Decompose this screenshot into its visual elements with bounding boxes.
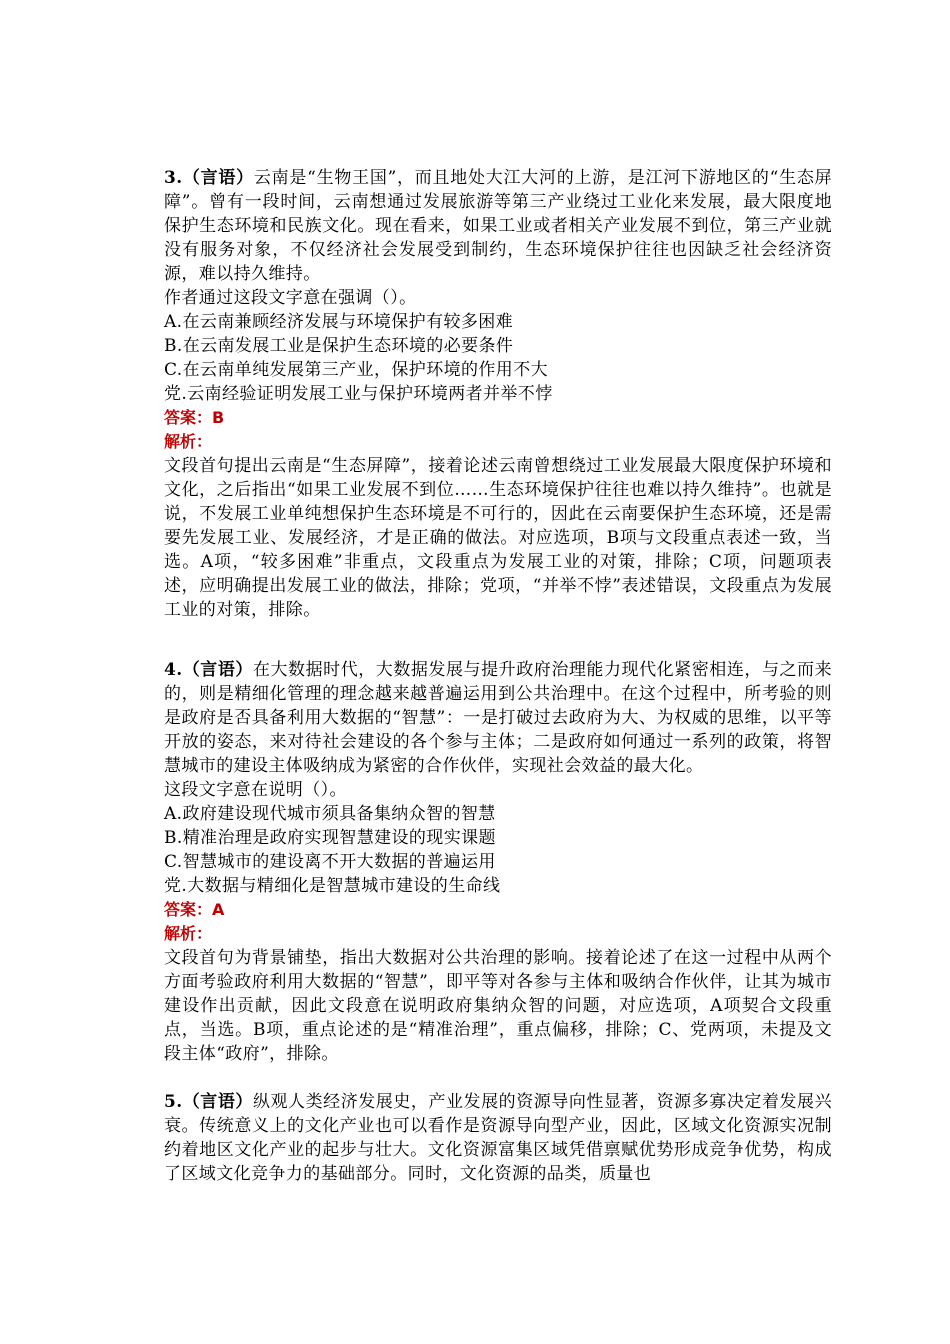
option-d: 党.大数据与精细化是智慧城市建设的生命线 [164, 876, 501, 896]
question-prompt: 这段文字意在说明（）。 [164, 780, 347, 800]
option-b: B.在云南发展工业是保护生态环境的必要条件 [164, 336, 514, 356]
question-tag: （言语） [182, 660, 253, 680]
option-a: A.政府建设现代城市须具备集纳众智的智慧 [164, 804, 496, 824]
answer-label: 答案：B [164, 408, 225, 427]
question-number: 3. [164, 168, 183, 188]
question-stem [164, 166, 832, 286]
document-content [164, 166, 832, 1186]
question-tag: （言语） [182, 168, 254, 188]
question-tag: （言语） [182, 1092, 253, 1112]
answer-label: 答案：A [164, 900, 225, 919]
question-4 [164, 658, 832, 1066]
analysis-label: 解析： [164, 924, 213, 943]
question-prompt: 作者通过这段文字意在强调（）。 [164, 288, 417, 308]
analysis-text: 文段首句提出云南是“生态屏障”，接着论述云南曾想绕过工业发展最大限度保护环境和文化，之后指出“如果工业发展不到位……生态环境保护往往也难以持久维持”。也就是说，不发展工业单纯想保护生态环境是不可行的，因此在云南要保护生态环境，还是需要先发展工业、发展经济，才是正确的做法。对应选项，B项与文段重点表述一致，当选。A项，“较多困难”非重点，文段重点为发展工业的对策，排除；C项，问题项表述，应明确提出发展工业的做法，排除；党项，“并举不悖”表述错误，文段重点为发展工业的对策，排除。 [164, 456, 832, 620]
option-c: C.智慧城市的建设离不开大数据的普遍运用 [164, 852, 496, 872]
question-number: 4. [164, 660, 183, 680]
question-text: 云南是“生物王国”，而且地处大江大河的上游，是江河下游地区的“生态屏障”。曾有一段时间，云南想通过发展旅游等第三产业绕过工业化来发展，最大限度地保护生态环境和民族文化。现在看来，如果工业或者相关产业发展不到位，第三产业就没有服务对象，不仅经济社会发展受到制约，生态环境保护往往也因缺乏社会经济资源，难以持久维持。 [164, 168, 833, 284]
analysis-label: 解析： [164, 432, 213, 451]
option-c: C.在云南单纯发展第三产业，保护环境的作用不大 [164, 360, 549, 380]
question-stem [164, 1090, 832, 1186]
option-b: B.精准治理是政府实现智慧建设的现实课题 [164, 828, 496, 848]
question-5 [164, 1090, 832, 1186]
question-text: 纵观人类经济发展史，产业发展的资源导向性显著，资源多寡决定着发展兴衰。传统意义上的文化产业也可以看作是资源导向型产业，因此，区域文化资源实况制约着地区文化产业的起步与壮大。文化资源富集区域凭借禀赋优势形成竞争优势，构成了区域文化竞争力的基础部分。同时，文化资源的品类，质量也 [164, 1092, 833, 1184]
option-d: 党.云南经验证明发展工业与保护环境两者并举不悖 [164, 384, 553, 404]
question-stem [164, 658, 832, 778]
question-3 [164, 166, 832, 622]
option-a: A.在云南兼顾经济发展与环境保护有较多困难 [164, 312, 514, 332]
question-number: 5. [164, 1092, 183, 1112]
question-text: 在大数据时代，大数据发展与提升政府治理能力现代化紧密相连，与之而来的，则是精细化管理的理念越来越普遍运用到公共治理中。在这个过程中，所考验的则是政府是否具备利用大数据的“智慧”：一是打破过去政府为大、为权威的思维，以平等开放的姿态，来对待社会建设的各个参与主体；二是政府如何通过一系列的政策，将智慧城市的建设主体吸纳成为紧密的合作伙伴，实现社会效益的最大化。 [164, 660, 833, 776]
analysis-text: 文段首句为背景铺垫，指出大数据对公共治理的影响。接着论述了在这一过程中从两个方面考验政府利用大数据的“智慧”，即平等对各参与主体和吸纳合作伙伴，让其为城市建设作出贡献，因此文段意在说明政府集纳众智的问题，对应选项，A项契合文段重点，当选。B项，重点论述的是“精准治理”，重点偏移，排除；C、党两项，未提及文段主体“政府”，排除。 [164, 948, 832, 1064]
